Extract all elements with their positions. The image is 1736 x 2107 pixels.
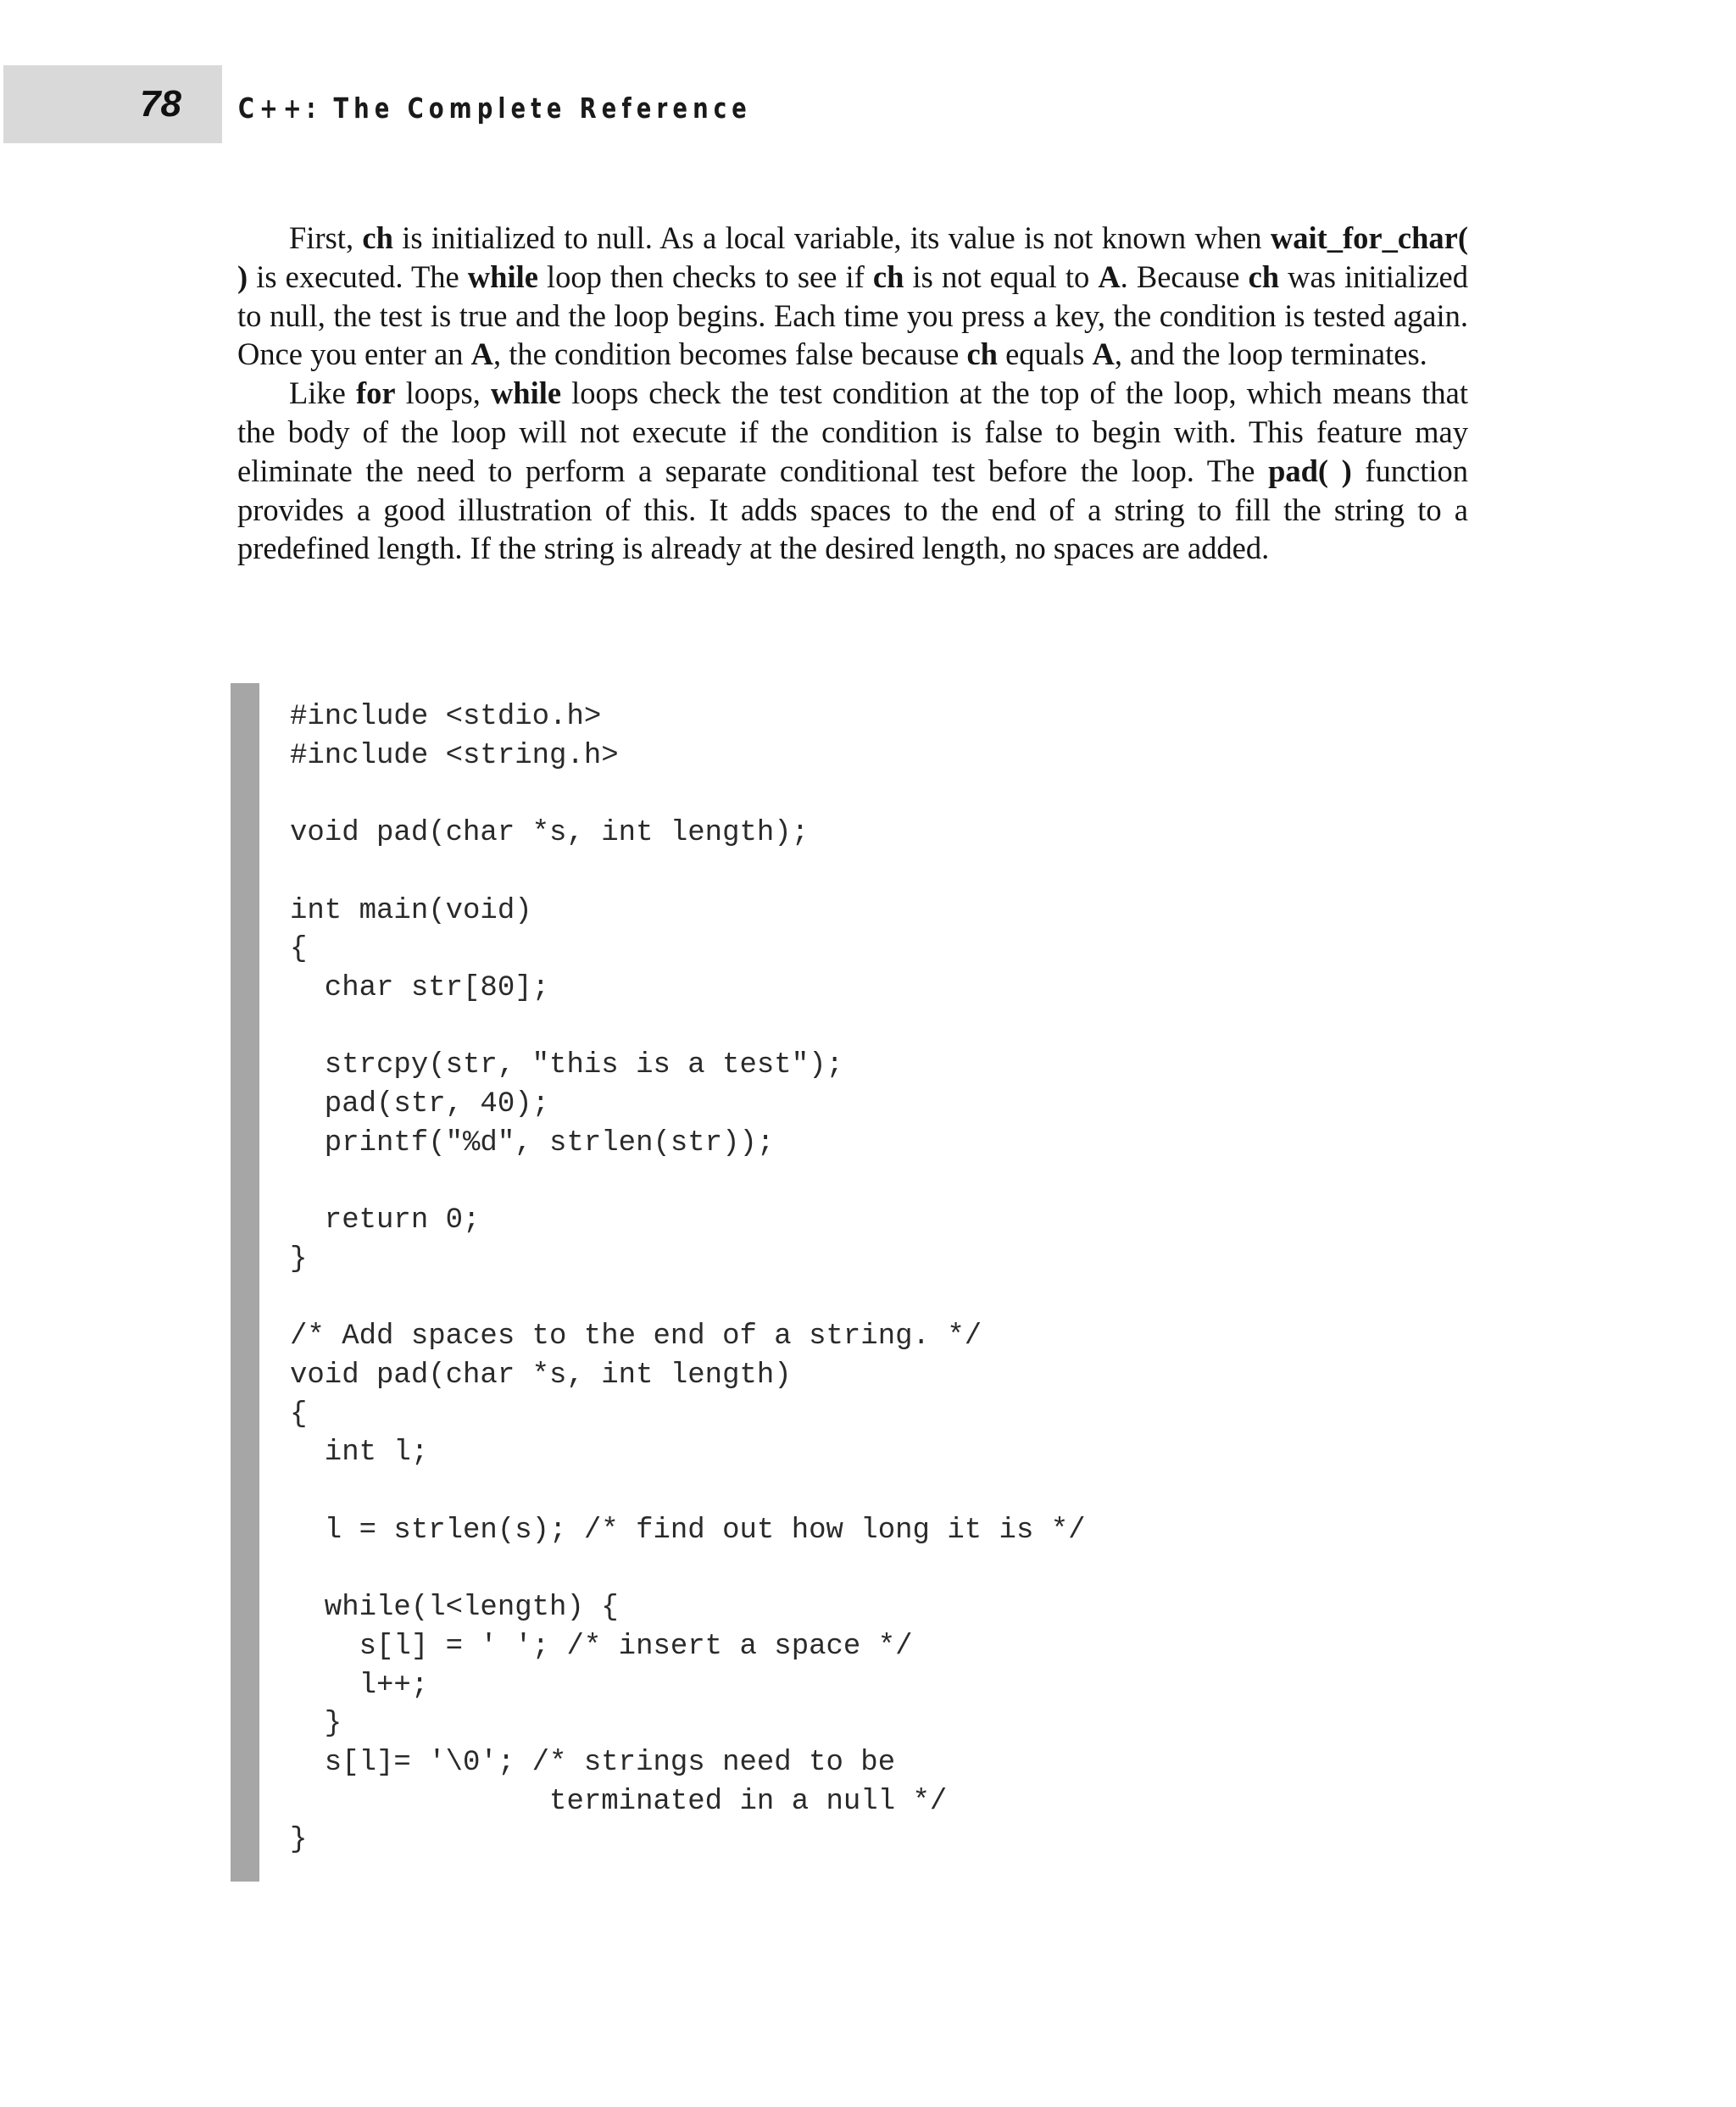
code-line: { (290, 1398, 308, 1431)
code-line: void pad(char *s, int length) (290, 1359, 792, 1392)
bold-term: ch (872, 259, 904, 294)
text-run: function provides a good illustration of this. It adds spaces to the end of a string to fill the string to a predefined length. If the string is already at the desired length, no spaces are added. (237, 453, 1468, 566)
text-run: equals (997, 336, 1093, 372)
text-run: loops check the test condition at the top of the loop, which means that the body of the loop will not execute if the condition is false to begin with. This feature may eliminate the need to perform a separate conditional test before the loop. The (237, 375, 1468, 488)
running-head: C++: The Complete Reference (238, 92, 753, 125)
code-line: s[l]= '\0'; /* strings need to be (290, 1746, 896, 1779)
text-run: loops, (395, 375, 491, 411)
text-run: , the condition becomes false because (493, 336, 967, 372)
page-number-tab (3, 65, 222, 143)
code-line: s[l] = ' '; /* insert a space */ (290, 1630, 913, 1663)
text-run: . Because (1120, 259, 1249, 294)
bold-term: pad( ) (1268, 453, 1352, 488)
text-run: First, (289, 220, 363, 255)
text-run: is executed. The (248, 259, 468, 294)
code-line: pad(str, 40); (290, 1088, 550, 1121)
code-listing (290, 698, 1086, 1860)
code-line: } (290, 1243, 308, 1276)
bold-term: A (1092, 336, 1115, 372)
bold-term: wait_for_char( ) (237, 220, 1468, 294)
bold-term: ch (362, 220, 393, 255)
text-run: Like (289, 375, 356, 411)
text-run: , and the loop terminates. (1114, 336, 1427, 372)
text-run: was initialized to null, the test is true and the loop begins. Each time you press a key, the condition is tested again. Once you enter an (237, 259, 1468, 372)
code-line: return 0; (290, 1204, 481, 1237)
code-line: void pad(char *s, int length); (290, 817, 810, 850)
bold-term: A (470, 336, 494, 372)
body-text (237, 219, 1468, 568)
code-line: while(l<length) { (290, 1592, 619, 1625)
page-number: 78 (140, 83, 181, 125)
text-run: is not equal to (904, 259, 1099, 294)
paragraph-1 (237, 219, 1468, 374)
code-line: char str[80]; (290, 971, 550, 1004)
code-line: int main(void) (290, 894, 532, 927)
paragraph-2 (237, 374, 1468, 568)
code-line: #include <stdio.h> (290, 701, 602, 733)
code-line: int l; (290, 1437, 429, 1470)
bold-term: while (467, 259, 538, 294)
code-line: } (290, 1824, 308, 1857)
code-line: { (290, 933, 308, 966)
bold-term: ch (966, 336, 998, 372)
code-line: l++; (290, 1669, 429, 1702)
code-line: printf("%d", strlen(str)); (290, 1126, 775, 1159)
bold-term: A (1098, 259, 1121, 294)
text-run: is initialized to null. As a local variable, its value is not known when (392, 220, 1271, 255)
code-line: strcpy(str, "this is a test"); (290, 1049, 843, 1082)
bold-term: while (490, 375, 562, 411)
code-line: /* Add spaces to the end of a string. */ (290, 1320, 982, 1354)
code-line: l = strlen(s); /* find out how long it is */ (290, 1514, 1086, 1547)
code-line: terminated in a null */ (290, 1785, 948, 1818)
code-listing-bar (231, 683, 259, 1882)
code-line: #include <string.h> (290, 739, 619, 772)
bold-term: ch (1248, 259, 1280, 294)
bold-term: for (355, 375, 396, 411)
code-line: } (290, 1708, 342, 1741)
text-run: loop then checks to see if (537, 259, 873, 294)
